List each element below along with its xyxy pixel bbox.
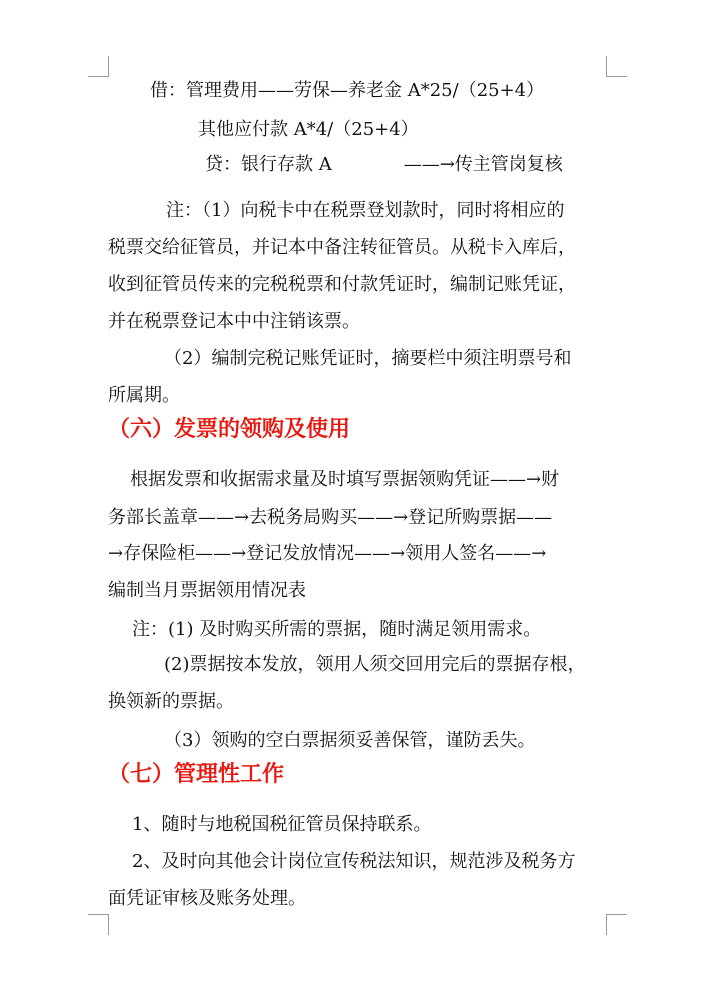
section-6-paragraph-line-4: 编制当月票据领用情况表: [108, 580, 306, 601]
section-6-paragraph-line-3: →存保险柜——→登记发放情况——→领用人签名——→: [108, 543, 547, 564]
section-6-paragraph-line-2: 务部长盖章——→去税务局购买——→登记所购票据——: [108, 507, 553, 528]
entry-debit-line: 借：管理费用——劳保—养老金 A*25/（25+4）: [150, 80, 545, 101]
section-6-note-3: （3）领购的空白票据须妥善保管，谨防丢失。: [164, 730, 536, 751]
note-1-line-4: 并在税票登记本中中注销该票。: [108, 311, 360, 332]
page-corner-mark-bottom-right: [606, 914, 627, 935]
page-corner-mark-top-right: [606, 56, 627, 77]
note-2-line-2: 所属期。: [108, 385, 180, 406]
section-7-heading: （七）管理性工作: [108, 761, 285, 787]
section-6-note-2-line-2: 换领新的票据。: [108, 691, 234, 712]
section-7-item-2-line-1: 2、及时向其他会计岗位宣传税法知识，规范涉及税务方: [132, 851, 576, 872]
section-6-note-2-line-1: (2)票据按本发放，领用人须交回用完后的票据存根，: [164, 654, 586, 675]
page-corner-mark-bottom-left: [88, 914, 109, 935]
note-1-line-1: 注：（1）向税卡中在税票登划款时，同时将相应的: [166, 200, 565, 221]
section-6-paragraph-line-1: 根据发票和收据需求量及时填写票据领购凭证——→财: [130, 469, 560, 490]
page-corner-mark-top-left: [88, 56, 109, 77]
note-2-line-1: （2）编制完税记账凭证时，摘要栏中须注明票号和: [164, 348, 572, 369]
note-1-line-3: 收到征管员传来的完税税票和付款凭证时，编制记账凭证，: [108, 274, 576, 295]
section-6-note-1: 注：(1) 及时购买所需的票据，随时满足领用需求。: [132, 619, 542, 640]
entry-other-payable-line: 其他应付款 A*4/（25+4）: [198, 119, 419, 140]
section-6-heading: （六）发票的领购及使用: [108, 416, 351, 442]
section-7-item-1: 1、随时与地税国税征管员保持联系。: [132, 814, 432, 835]
note-1-line-2: 税票交给征管员，并记本中备注转征管员。从税卡入库后，: [108, 237, 576, 258]
section-7-item-2-line-2: 面凭证审核及账务处理。: [108, 888, 306, 909]
entry-credit-line: 贷：银行存款 A ——→传主管岗复核: [205, 154, 563, 175]
